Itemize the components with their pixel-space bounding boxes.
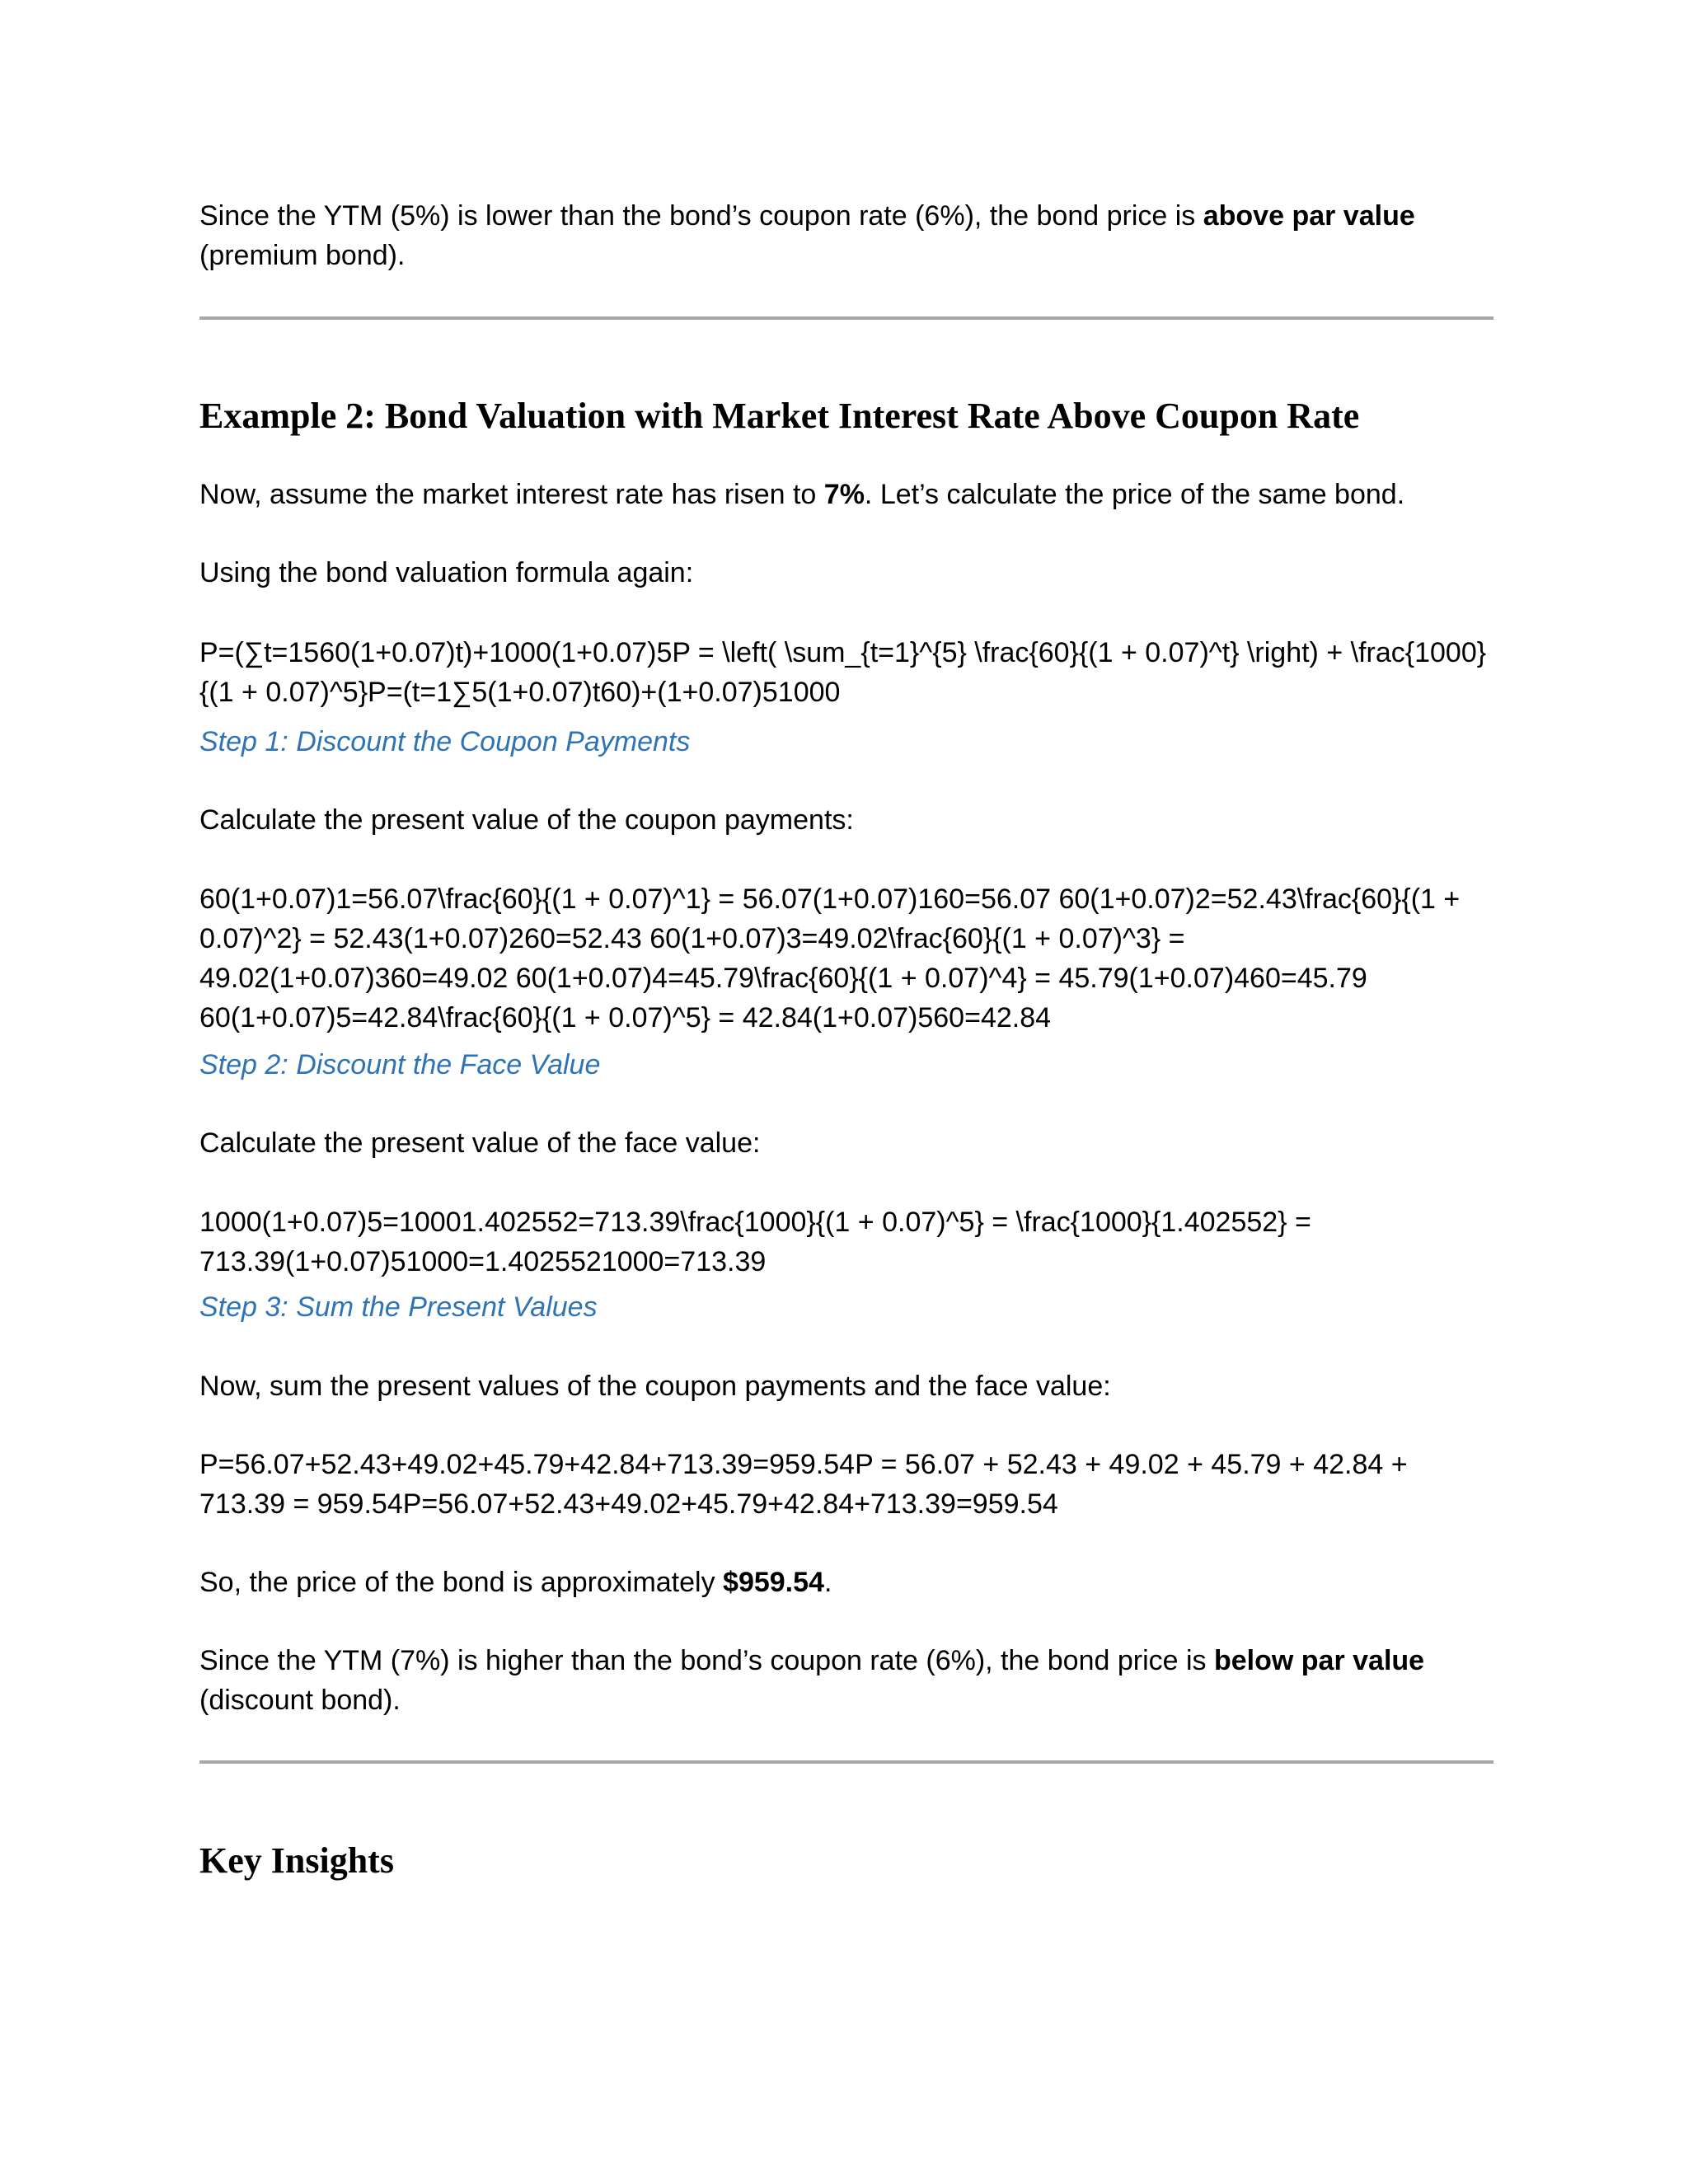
- step3-math: P=56.07+52.43+49.02+45.79+42.84+713.39=959.54P = 56.07 + 52.43 + 49.02 + 45.79 + 42.84 + 713.39 = 959.54P=56.07+52.43+49.02+45.79+42.84+713.39=959.54: [199, 1449, 1408, 1520]
- step3-text: Now, sum the present values of the coupon payments and the face value:: [199, 1371, 1111, 1402]
- conclusion-paragraph: [199, 1641, 1493, 1720]
- para1-bold: 7%: [823, 479, 865, 510]
- key-insights-heading: Key Insights: [199, 1840, 394, 1881]
- step1-math: 60(1+0.07)1=56.07\frac{60}{(1 + 0.07)^1} = 56.07(1+0.07)160=56.07 60(1+0.07)2=52.43\frac{60}{(1 + 0.07)^2} = 52.43(1+0.07)260=52.43 60(1+0.07)3=49.02\frac{60}{(1 + 0.07)^3} = 49.02(1+0.07)360=49.02 60(1+0.07)4=45.79\frac{60}{(1 + 0.07)^4} = 45.79(1+0.07)460=45.79 60(1+0.07)5=42.84\frac{60}{(1 + 0.07)^5} = 42.84(1+0.07)560=42.84: [199, 883, 1461, 1033]
- step1-text: Calculate the present value of the coupon payments:: [199, 804, 854, 836]
- conclusion-bold: below par value: [1214, 1645, 1425, 1676]
- price-paragraph: [199, 1563, 1493, 1602]
- example2-paragraph-1: [199, 475, 1493, 514]
- step1-title: Step 1: Discount the Coupon Payments: [199, 726, 691, 757]
- conclusion-text-end: (discount bond).: [199, 1685, 401, 1716]
- para1-text: Now, assume the market interest rate has risen to: [199, 479, 824, 510]
- intro-bold: above par value: [1203, 200, 1415, 232]
- intro-text-end: (premium bond).: [199, 240, 406, 271]
- para1-text-end: . Let’s calculate the price of the same bond.: [864, 479, 1405, 510]
- price-text: So, the price of the bond is approximately: [199, 1567, 724, 1598]
- price-text-end: .: [823, 1567, 832, 1598]
- example2-paragraph-2: Using the bond valuation formula again:: [199, 557, 694, 588]
- horizontal-rule-2: [199, 1760, 1493, 1764]
- conclusion-text: Since the YTM (7%) is higher than the bond’s coupon rate (6%), the bond price is: [199, 1645, 1214, 1676]
- intro-text: Since the YTM (5%) is lower than the bond’s coupon rate (6%), the bond price is: [199, 200, 1203, 232]
- horizontal-rule: [199, 316, 1493, 320]
- price-bold: $959.54: [723, 1567, 824, 1598]
- example2-heading: Example 2: Bond Valuation with Market Interest Rate Above Coupon Rate: [199, 396, 1360, 436]
- step2-text: Calculate the present value of the face value:: [199, 1127, 761, 1159]
- step2-title: Step 2: Discount the Face Value: [199, 1049, 601, 1080]
- intro-paragraph: [199, 196, 1493, 275]
- step3-title: Step 3: Sum the Present Values: [199, 1291, 598, 1323]
- step2-math: 1000(1+0.07)5=10001.402552=713.39\frac{1000}{(1 + 0.07)^5} = \frac{1000}{1.402552} = 713.39(1+0.07)51000=1.4025521000=713.39: [199, 1207, 1311, 1277]
- bond-formula: P=(∑t=1560(1+0.07)t)+1000(1+0.07)5P = \left( \sum_{t=1}^{5} \frac{60}{(1 + 0.07)^t} \right) + \frac{1000}{(1 + 0.07)^5}P=(t=1∑5(1+0.07)t60)+(1+0.07)51000: [199, 637, 1487, 708]
